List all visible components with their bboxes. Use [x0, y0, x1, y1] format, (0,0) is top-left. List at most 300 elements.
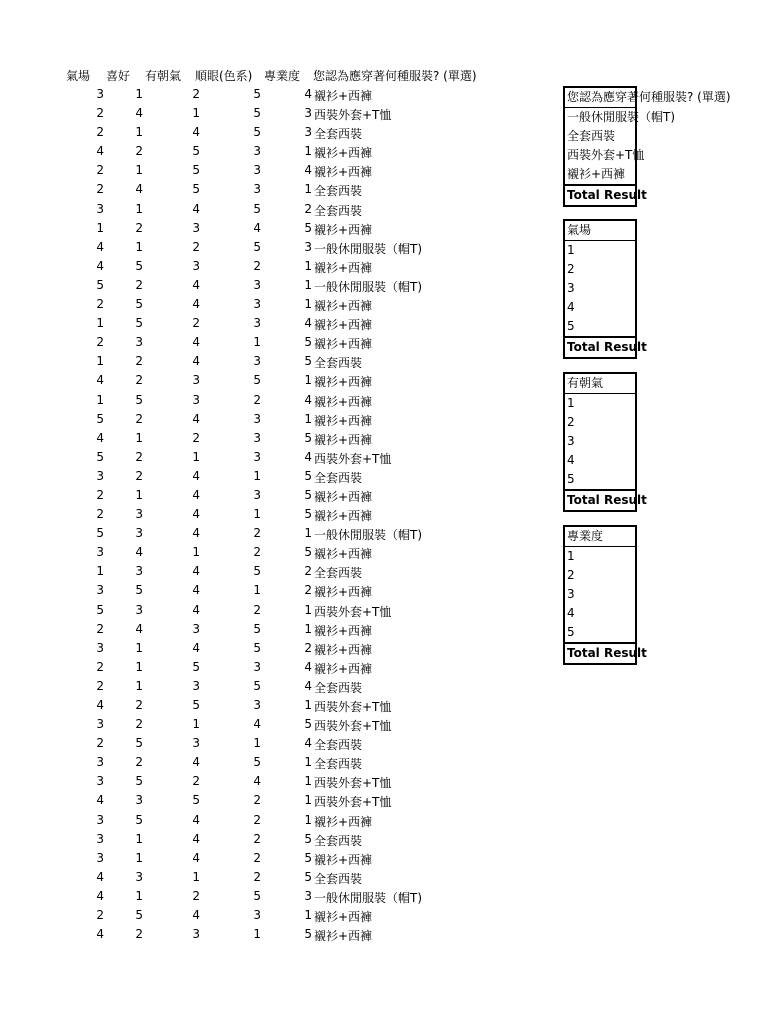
table-cell[interactable]: 全套西裝 [314, 757, 363, 772]
table-cell[interactable]: 4 [192, 354, 200, 369]
table-cell[interactable]: 全套西裝 [314, 356, 363, 371]
table-cell[interactable]: 5 [192, 163, 200, 178]
table-cell[interactable]: 襯衫+西褲 [314, 413, 373, 428]
pivot-total[interactable]: Total Result [565, 489, 635, 510]
table-cell[interactable]: 2 [192, 87, 200, 101]
table-cell[interactable]: 4 [304, 392, 312, 407]
table-cell[interactable]: 全套西裝 [314, 203, 363, 218]
table-cell[interactable]: 西裝外套+T恤 [314, 604, 392, 619]
table-cell[interactable]: 5 [304, 354, 312, 369]
table-cell[interactable]: 1 [253, 335, 261, 350]
table-cell[interactable]: 5 [96, 277, 104, 292]
table-cell[interactable]: 2 [96, 106, 104, 121]
pivot-item[interactable]: 1 [567, 396, 575, 410]
table-cell[interactable]: 4 [304, 659, 312, 674]
table-cell[interactable]: 襯衫+西褲 [314, 318, 373, 333]
table-cell[interactable]: 1 [192, 717, 200, 732]
table-cell[interactable]: 1 [304, 411, 312, 426]
table-cell[interactable]: 5 [253, 564, 261, 579]
table-cell[interactable]: 襯衫+西褲 [314, 910, 373, 925]
table-cell[interactable]: 3 [253, 430, 261, 445]
table-cell[interactable]: 1 [304, 144, 312, 159]
table-cell[interactable]: 一般休閒服裝（帽T) [314, 279, 423, 294]
pivot-item[interactable]: 4 [567, 453, 575, 467]
table-cell[interactable]: 1 [253, 468, 261, 483]
table-cell[interactable]: 2 [96, 487, 104, 502]
table-cell[interactable]: 2 [253, 850, 261, 865]
table-cell[interactable]: 4 [192, 277, 200, 292]
table-cell[interactable]: 2 [192, 430, 200, 445]
table-cell[interactable]: 1 [135, 831, 143, 846]
table-cell[interactable]: 4 [192, 526, 200, 541]
table-cell[interactable]: 3 [253, 698, 261, 712]
table-cell[interactable]: 4 [192, 602, 200, 617]
table-cell[interactable]: 2 [304, 564, 312, 579]
table-cell[interactable]: 1 [135, 239, 143, 254]
table-cell[interactable]: 5 [253, 888, 261, 903]
table-cell[interactable]: 2 [253, 869, 261, 884]
pivot-item[interactable]: 2 [567, 415, 575, 429]
table-cell[interactable]: 1 [192, 545, 200, 560]
table-cell[interactable]: 5 [192, 698, 200, 712]
table-cell[interactable]: 襯衫+西褲 [314, 375, 373, 390]
table-cell[interactable]: 全套西裝 [314, 680, 363, 695]
table-cell[interactable]: 4 [304, 316, 312, 331]
table-cell[interactable]: 全套西裝 [314, 738, 363, 753]
table-cell[interactable]: 5 [135, 258, 143, 273]
table-cell[interactable]: 2 [135, 755, 143, 770]
table-cell[interactable]: 3 [304, 106, 312, 121]
table-cell[interactable]: 1 [96, 392, 104, 407]
table-cell[interactable]: 全套西裝 [314, 566, 363, 581]
table-cell[interactable]: 1 [253, 583, 261, 598]
pivot-item[interactable]: 3 [567, 434, 575, 448]
table-cell[interactable]: 1 [135, 87, 143, 101]
table-cell[interactable]: 3 [135, 602, 143, 617]
table-cell[interactable]: 4 [192, 564, 200, 579]
table-cell[interactable]: 2 [253, 812, 261, 827]
table-cell[interactable]: 2 [96, 335, 104, 350]
table-cell[interactable]: 襯衫+西褲 [314, 623, 373, 638]
pivot-item[interactable]: 3 [567, 281, 575, 295]
table-cell[interactable]: 3 [192, 258, 200, 273]
table-cell[interactable]: 襯衫+西褲 [314, 814, 373, 829]
table-cell[interactable]: 1 [135, 659, 143, 674]
table-cell[interactable]: 2 [192, 888, 200, 903]
table-cell[interactable]: 3 [96, 201, 104, 216]
table-row [0, 315, 540, 334]
table-cell[interactable]: 2 [96, 736, 104, 751]
table-cell[interactable]: 3 [135, 869, 143, 884]
table-cell[interactable]: 3 [96, 640, 104, 655]
table-cell[interactable]: 3 [253, 316, 261, 331]
table-cell[interactable]: 2 [96, 182, 104, 197]
table-cell[interactable]: 4 [96, 927, 104, 942]
table-cell[interactable]: 3 [192, 736, 200, 751]
table-cell[interactable]: 3 [96, 583, 104, 598]
table-cell[interactable]: 全套西裝 [314, 470, 363, 485]
table-cell[interactable]: 全套西裝 [314, 871, 363, 886]
pivot-item[interactable]: 西裝外套+T恤 [567, 148, 645, 162]
table-cell[interactable]: 4 [192, 411, 200, 426]
table-cell[interactable]: 4 [96, 869, 104, 884]
table-cell[interactable]: 1 [192, 106, 200, 121]
table-cell[interactable]: 全套西裝 [314, 833, 363, 848]
table-cell[interactable]: 4 [96, 430, 104, 445]
table-cell[interactable]: 3 [96, 468, 104, 483]
table-cell[interactable]: 3 [253, 659, 261, 674]
table-cell[interactable]: 3 [253, 487, 261, 502]
table-cell[interactable]: 1 [192, 869, 200, 884]
table-cell[interactable]: 4 [253, 220, 261, 235]
table-cell[interactable]: 1 [304, 698, 312, 712]
table-cell[interactable]: 5 [304, 869, 312, 884]
table-cell[interactable]: 3 [135, 507, 143, 522]
table-cell[interactable]: 襯衫+西褲 [314, 661, 373, 676]
table-cell[interactable]: 2 [192, 774, 200, 789]
table-cell[interactable]: 5 [304, 335, 312, 350]
table-cell[interactable]: 5 [135, 736, 143, 751]
table-cell[interactable]: 5 [253, 373, 261, 388]
table-cell[interactable]: 4 [253, 717, 261, 732]
table-cell[interactable]: 5 [304, 927, 312, 942]
table-cell[interactable]: 全套西裝 [314, 184, 363, 199]
table-cell[interactable]: 4 [304, 449, 312, 464]
table-cell[interactable]: 4 [192, 125, 200, 140]
pivot-total[interactable]: Total Result [565, 642, 635, 663]
table-cell[interactable]: 西裝外套+T恤 [314, 451, 392, 466]
table-cell[interactable]: 2 [135, 698, 143, 712]
table-cell[interactable]: 5 [304, 220, 312, 235]
pivot-header[interactable]: 您認為應穿著何種服裝? (單選) [565, 88, 635, 108]
table-cell[interactable]: 1 [135, 640, 143, 655]
table-cell[interactable]: 1 [304, 793, 312, 808]
table-cell[interactable]: 襯衫+西褲 [314, 260, 373, 275]
table-cell[interactable]: 3 [253, 354, 261, 369]
table-cell[interactable]: 5 [304, 831, 312, 846]
table-cell[interactable]: 4 [192, 335, 200, 350]
pivot-total[interactable]: Total Result [565, 184, 635, 205]
table-cell[interactable]: 襯衫+西褲 [314, 394, 373, 409]
table-cell[interactable]: 4 [135, 106, 143, 121]
table-cell[interactable]: 2 [253, 831, 261, 846]
table-cell[interactable]: 3 [135, 793, 143, 808]
table-cell[interactable]: 2 [253, 392, 261, 407]
table-cell[interactable]: 2 [96, 621, 104, 636]
table-cell[interactable]: 4 [96, 258, 104, 273]
table-cell[interactable]: 1 [253, 507, 261, 522]
table-cell[interactable]: 5 [253, 755, 261, 770]
table-cell[interactable]: 1 [192, 449, 200, 464]
table-cell[interactable]: 4 [96, 373, 104, 388]
table-cell[interactable]: 1 [135, 163, 143, 178]
table-cell[interactable]: 2 [253, 545, 261, 560]
pivot-item[interactable]: 5 [567, 625, 575, 639]
table-cell[interactable]: 1 [135, 487, 143, 502]
table-cell[interactable]: 3 [253, 411, 261, 426]
table-cell[interactable]: 3 [96, 717, 104, 732]
table-cell[interactable]: 1 [135, 201, 143, 216]
table-cell[interactable]: 2 [96, 908, 104, 923]
pivot-item[interactable]: 5 [567, 319, 575, 333]
table-cell[interactable]: 4 [192, 507, 200, 522]
pivot-header[interactable]: 氣場 [565, 221, 635, 241]
table-cell[interactable]: 5 [192, 144, 200, 159]
table-cell[interactable]: 5 [253, 678, 261, 693]
table-cell[interactable]: 1 [135, 430, 143, 445]
table-cell[interactable]: 5 [304, 850, 312, 865]
table-cell[interactable]: 4 [304, 678, 312, 693]
table-cell[interactable]: 2 [253, 602, 261, 617]
table-cell[interactable]: 襯衫+西褲 [314, 222, 373, 237]
table-cell[interactable]: 5 [253, 239, 261, 254]
table-cell[interactable]: 3 [253, 144, 261, 159]
table-cell[interactable]: 襯衫+西褲 [314, 642, 373, 657]
table-cell[interactable]: 2 [96, 507, 104, 522]
table-cell[interactable]: 1 [304, 602, 312, 617]
table-cell[interactable]: 2 [96, 163, 104, 178]
table-cell[interactable]: 西裝外套+T恤 [314, 719, 392, 734]
table-cell[interactable]: 4 [192, 468, 200, 483]
table-cell[interactable]: 4 [135, 621, 143, 636]
table-cell[interactable]: 2 [96, 297, 104, 312]
table-cell[interactable]: 2 [135, 449, 143, 464]
table-cell[interactable]: 3 [192, 392, 200, 407]
table-cell[interactable]: 2 [96, 659, 104, 674]
table-cell[interactable]: 4 [304, 736, 312, 751]
table-cell[interactable]: 5 [135, 297, 143, 312]
table-cell[interactable]: 4 [192, 487, 200, 502]
table-cell[interactable]: 1 [96, 564, 104, 579]
table-cell[interactable]: 5 [253, 87, 261, 101]
table-cell[interactable]: 2 [135, 354, 143, 369]
table-cell[interactable]: 5 [253, 640, 261, 655]
table-cell[interactable]: 3 [192, 927, 200, 942]
table-cell[interactable]: 1 [135, 125, 143, 140]
table-cell[interactable]: 1 [304, 297, 312, 312]
table-cell[interactable]: 一般休閒服裝（帽T) [314, 241, 423, 256]
table-cell[interactable]: 5 [192, 182, 200, 197]
table-cell[interactable]: 襯衫+西褲 [314, 299, 373, 314]
table-cell[interactable]: 2 [135, 373, 143, 388]
table-cell[interactable]: 5 [253, 621, 261, 636]
table-cell[interactable]: 5 [304, 545, 312, 560]
table-cell[interactable]: 4 [192, 755, 200, 770]
table-cell[interactable]: 3 [192, 373, 200, 388]
table-cell[interactable]: 3 [96, 774, 104, 789]
table-cell[interactable]: 4 [192, 583, 200, 598]
table-cell[interactable]: 1 [304, 277, 312, 292]
table-cell[interactable]: 1 [304, 908, 312, 923]
table-cell[interactable]: 4 [96, 793, 104, 808]
table-cell[interactable]: 4 [96, 144, 104, 159]
table-cell[interactable]: 5 [135, 392, 143, 407]
pivot-item[interactable]: 4 [567, 606, 575, 620]
table-cell[interactable]: 3 [253, 163, 261, 178]
table-cell[interactable]: 4 [96, 698, 104, 712]
table-cell[interactable]: 3 [304, 239, 312, 254]
table-cell[interactable]: 5 [304, 430, 312, 445]
pivot-item[interactable]: 一般休閒服裝（帽T) [567, 110, 676, 124]
table-cell[interactable]: 2 [135, 468, 143, 483]
table-cell[interactable]: 3 [304, 125, 312, 140]
table-cell[interactable]: 西裝外套+T恤 [314, 108, 392, 123]
table-cell[interactable]: 3 [135, 564, 143, 579]
table-cell[interactable]: 5 [304, 468, 312, 483]
table-cell[interactable]: 襯衫+西褲 [314, 585, 373, 600]
table-cell[interactable]: 3 [96, 812, 104, 827]
pivot-item[interactable]: 襯衫+西褲 [567, 167, 626, 181]
pivot-item[interactable]: 2 [567, 568, 575, 582]
table-cell[interactable]: 3 [135, 335, 143, 350]
pivot-header[interactable]: 有朝氣 [565, 374, 635, 394]
table-row [0, 869, 540, 888]
table-cell[interactable]: 3 [253, 908, 261, 923]
table-cell[interactable]: 1 [253, 927, 261, 942]
table-cell[interactable]: 1 [135, 678, 143, 693]
table-cell[interactable]: 4 [96, 239, 104, 254]
table-cell[interactable]: 襯衫+西褲 [314, 509, 373, 524]
table-cell[interactable]: 1 [304, 526, 312, 541]
table-cell[interactable]: 全套西裝 [314, 127, 363, 142]
table-cell[interactable]: 3 [96, 850, 104, 865]
table-cell[interactable]: 1 [304, 774, 312, 789]
table-cell[interactable]: 西裝外套+T恤 [314, 776, 392, 791]
table-cell[interactable]: 襯衫+西褲 [314, 146, 373, 161]
table-cell[interactable]: 2 [253, 526, 261, 541]
table-cell[interactable]: 3 [253, 297, 261, 312]
table-cell[interactable]: 2 [253, 258, 261, 273]
table-cell[interactable]: 2 [253, 793, 261, 808]
table-cell[interactable]: 西裝外套+T恤 [314, 700, 392, 714]
table-cell[interactable]: 5 [304, 717, 312, 732]
table-cell[interactable]: 1 [135, 850, 143, 865]
pivot-item[interactable]: 2 [567, 262, 575, 276]
pivot-header[interactable]: 專業度 [565, 527, 635, 547]
pivot-item[interactable]: 1 [567, 549, 575, 563]
table-cell[interactable]: 5 [192, 793, 200, 808]
table-cell[interactable]: 3 [96, 831, 104, 846]
table-cell[interactable]: 5 [96, 602, 104, 617]
table-cell[interactable]: 1 [304, 373, 312, 388]
table-cell[interactable]: 5 [253, 106, 261, 121]
table-cell[interactable]: 5 [304, 507, 312, 522]
table-cell[interactable]: 一般休閒服裝（帽T) [314, 890, 423, 905]
table-cell[interactable]: 2 [304, 201, 312, 216]
table-cell[interactable]: 4 [192, 201, 200, 216]
table-cell[interactable]: 5 [96, 411, 104, 426]
table-cell[interactable]: 西裝外套+T恤 [314, 795, 392, 810]
table-cell[interactable]: 2 [192, 316, 200, 331]
table-cell[interactable]: 2 [304, 583, 312, 598]
table-cell[interactable]: 4 [192, 831, 200, 846]
table-cell[interactable]: 5 [135, 316, 143, 331]
table-cell[interactable]: 2 [96, 678, 104, 693]
table-cell[interactable]: 5 [253, 125, 261, 140]
table-cell[interactable]: 2 [135, 927, 143, 942]
table-cell[interactable]: 5 [135, 583, 143, 598]
table-cell[interactable]: 4 [304, 87, 312, 101]
table-cell[interactable]: 襯衫+西褲 [314, 852, 373, 867]
table-cell[interactable]: 1 [304, 621, 312, 636]
table-cell[interactable]: 3 [192, 621, 200, 636]
table-cell[interactable]: 5 [135, 908, 143, 923]
table-cell[interactable]: 4 [192, 297, 200, 312]
table-cell[interactable]: 5 [96, 526, 104, 541]
table-cell[interactable]: 2 [304, 640, 312, 655]
table-cell[interactable]: 5 [192, 659, 200, 674]
table-cell[interactable]: 1 [135, 888, 143, 903]
pivot-item[interactable]: 4 [567, 300, 575, 314]
table-cell[interactable]: 5 [96, 449, 104, 464]
table-cell[interactable]: 5 [135, 812, 143, 827]
table-cell[interactable]: 襯衫+西褲 [314, 89, 373, 103]
table-cell[interactable]: 2 [135, 277, 143, 292]
pivot-item[interactable]: 1 [567, 243, 575, 257]
table-cell[interactable]: 5 [304, 487, 312, 502]
table-cell[interactable]: 襯衫+西褲 [314, 432, 373, 447]
pivot-item[interactable]: 3 [567, 587, 575, 601]
table-cell[interactable]: 3 [253, 277, 261, 292]
table-cell[interactable]: 4 [96, 888, 104, 903]
pivot-item[interactable]: 全套西裝 [567, 129, 616, 143]
table-cell[interactable]: 4 [192, 812, 200, 827]
table-cell[interactable]: 4 [304, 163, 312, 178]
table-cell[interactable]: 襯衫+西褲 [314, 337, 373, 352]
table-cell[interactable]: 一般休閒服裝（帽T) [314, 528, 423, 543]
table-cell[interactable]: 1 [253, 736, 261, 751]
table-cell[interactable]: 4 [192, 640, 200, 655]
table-cell[interactable]: 5 [135, 774, 143, 789]
table-cell[interactable]: 襯衫+西褲 [314, 489, 373, 504]
table-cell[interactable]: 1 [96, 316, 104, 331]
table-cell[interactable]: 3 [135, 526, 143, 541]
pivot-total[interactable]: Total Result [565, 336, 635, 357]
table-cell[interactable]: 2 [135, 144, 143, 159]
table-cell[interactable]: 3 [253, 449, 261, 464]
table-cell[interactable]: 1 [304, 182, 312, 197]
table-cell[interactable]: 1 [304, 755, 312, 770]
table-cell[interactable]: 3 [96, 755, 104, 770]
table-row [0, 602, 540, 621]
table-cell[interactable]: 1 [96, 354, 104, 369]
table-cell[interactable]: 襯衫+西褲 [314, 165, 373, 180]
table-cell[interactable]: 3 [192, 220, 200, 235]
table-cell[interactable]: 1 [96, 220, 104, 235]
table-cell[interactable]: 2 [135, 717, 143, 732]
table-cell[interactable]: 襯衫+西褲 [314, 547, 373, 562]
table-cell[interactable]: 1 [304, 812, 312, 827]
pivot-item[interactable]: 5 [567, 472, 575, 486]
table-cell[interactable]: 襯衫+西褲 [314, 929, 373, 944]
table-cell[interactable]: 2 [135, 220, 143, 235]
table-cell[interactable]: 3 [192, 678, 200, 693]
table-cell[interactable]: 4 [192, 908, 200, 923]
table-cell[interactable]: 3 [253, 182, 261, 197]
table-cell[interactable]: 4 [135, 182, 143, 197]
table-cell[interactable]: 2 [135, 411, 143, 426]
table-cell[interactable]: 1 [304, 258, 312, 273]
table-cell[interactable]: 4 [253, 774, 261, 789]
table-cell[interactable]: 4 [135, 545, 143, 560]
table-cell[interactable]: 3 [304, 888, 312, 903]
table-cell[interactable]: 5 [253, 201, 261, 216]
table-cell[interactable]: 3 [96, 87, 104, 101]
table-cell[interactable]: 2 [96, 125, 104, 140]
table-cell[interactable]: 3 [96, 545, 104, 560]
table-cell[interactable]: 4 [192, 850, 200, 865]
table-cell[interactable]: 2 [192, 239, 200, 254]
